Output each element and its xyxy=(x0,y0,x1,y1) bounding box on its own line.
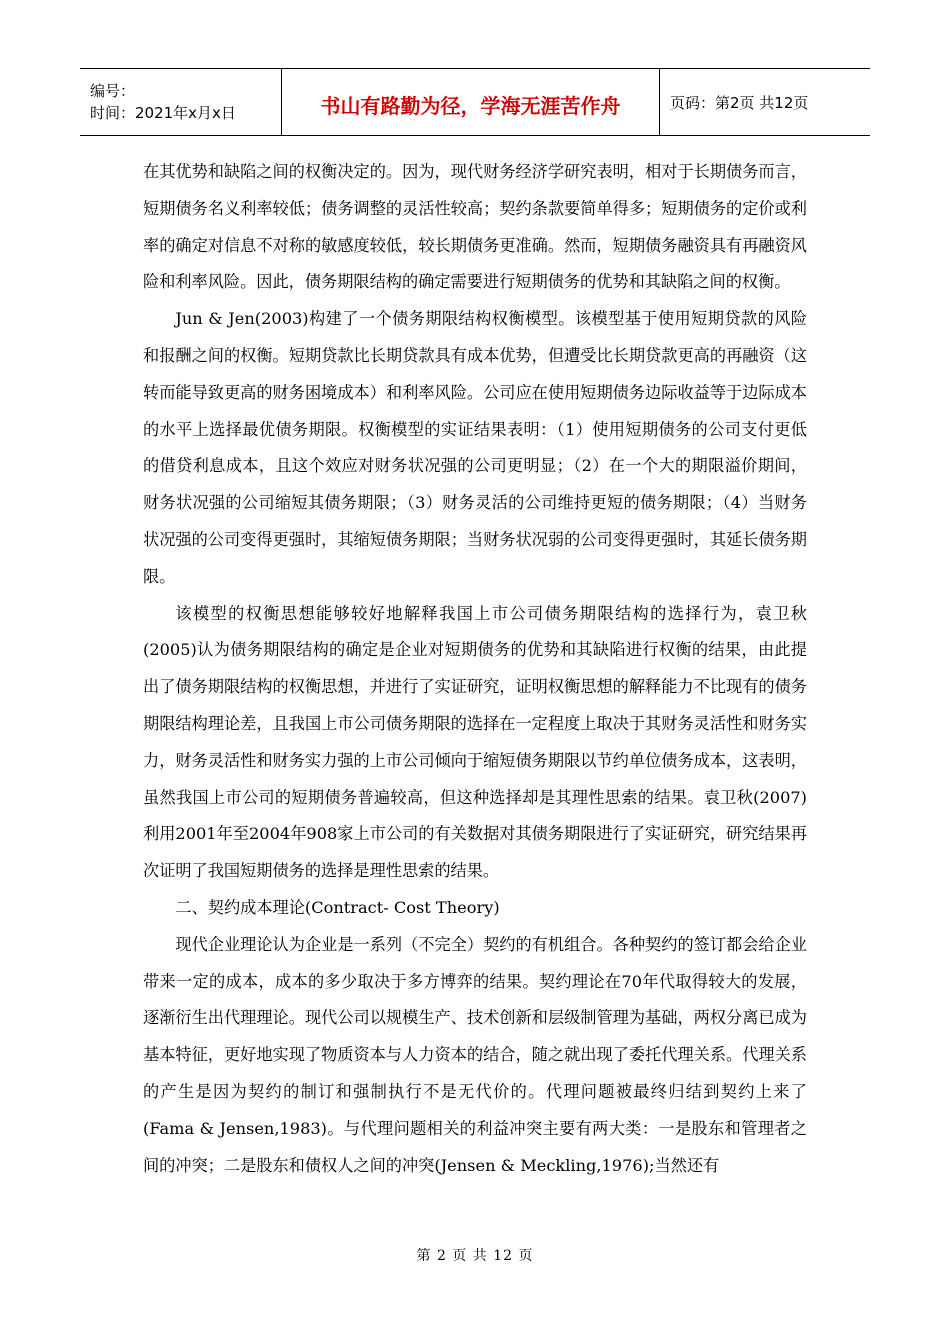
header-motto: 书山有路勤为径，学海无涯苦作舟 xyxy=(320,93,621,118)
page-header xyxy=(80,68,870,136)
document-time-label: 时间：2021年x月x日 xyxy=(90,104,236,122)
section-heading: 二、契约成本理论(Contract- Cost Theory) xyxy=(175,897,500,917)
page-footer: 第 2 页 共 12 页 xyxy=(416,1248,534,1264)
body-paragraph: Jun & Jen(2003)构建了一个债务期限结构权衡模型。该模型基于使用短期贷款的风险和报酬之间的权衡。短期贷款比长期贷款具有成本优势，但遭受比长期贷款更高的再融资（这转而能导致更高的财务困境成本）和利率风险。公司应在使用短期债务边际收益等于边际成本的水平上选择最优债务期限。权衡模型的实证结果表明：（1）使用短期债务的公司支付更低的借贷利息成本，且这个效应对财务状况强的公司更明显；（2）在一个大的期限溢价期间，财务状况强的公司缩短其债务期限；（3）财务灵活的公司维持更短的债务期限；（4）当财务状况强的公司变得更强时，其缩短债务期限；当财务状况弱的公司变得更强时，其延长债务期限。 xyxy=(143,309,807,586)
header-meta xyxy=(80,69,282,135)
body-paragraph: 在其优势和缺陷之间的权衡决定的。因为，现代财务经济学研究表明，相对于长期债务而言，短期债务名义利率较低；债务调整的灵活性较高；契约条款要简单得多；短期债务的定价或利率的确定对信息不对称的敏感度较低，较长期债务更准确。然而，短期债务融资具有再融资风险和利率风险。因此，债务期限结构的确定需要进行短期债务的优势和其缺陷之间的权衡。 xyxy=(143,162,807,292)
body-paragraph: 该模型的权衡思想能够较好地解释我国上市公司债务期限结构的选择行为，袁卫秋(2005)认为债务期限结构的确定是企业对短期债务的优势和其缺陷进行权衡的结果，由此提出了债务期限结构的权衡思想，并进行了实证研究，证明权衡思想的解释能力不比现有的债务期限结构理论差，且我国上市公司债务期限的选择在一定程度上取决于其财务灵活性和财务实力，财务灵活性和财务实力强的上市公司倾向于缩短债务期限以节约单位债务成本，这表明，虽然我国上市公司的短期债务普遍较高，但这种选择却是其理性思索的结果。袁卫秋(2007)利用2001年至2004年908家上市公司的有关数据对其债务期限进行了实证研究，研究结果再次证明了我国短期债务的选择是理性思索的结果。 xyxy=(143,603,807,881)
document-number-label: 编号： xyxy=(90,82,136,100)
body-paragraph: 现代企业理论认为企业是一系列（不完全）契约的有机组合。各种契约的签订都会给企业带来一定的成本，成本的多少取决于多方博弈的结果。契约理论在70年代取得较大的发展，逐渐衍生出代理理论。现代公司以规模生产、技术创新和层级制管理为基础，两权分离已成为基本特征，更好地实现了物质资本与人力资本的结合，随之就出现了委托代理关系。代理关系的产生是因为契约的制订和强制执行不是无代价的。代理问题被最终归结到契约上来了(Fama & Jensen,1983)。与代理问题相关的利益冲突主要有两大类：一是股东和管理者之间的冲突；二是股东和债权人之间的冲突(Jensen & Meckling,1976);当然还有 xyxy=(143,934,807,1175)
header-page-info-cell xyxy=(660,69,870,135)
header-motto-cell xyxy=(282,69,660,135)
document-body xyxy=(143,154,807,1184)
header-page-info: 页码：第2页 共12页 xyxy=(670,93,809,112)
